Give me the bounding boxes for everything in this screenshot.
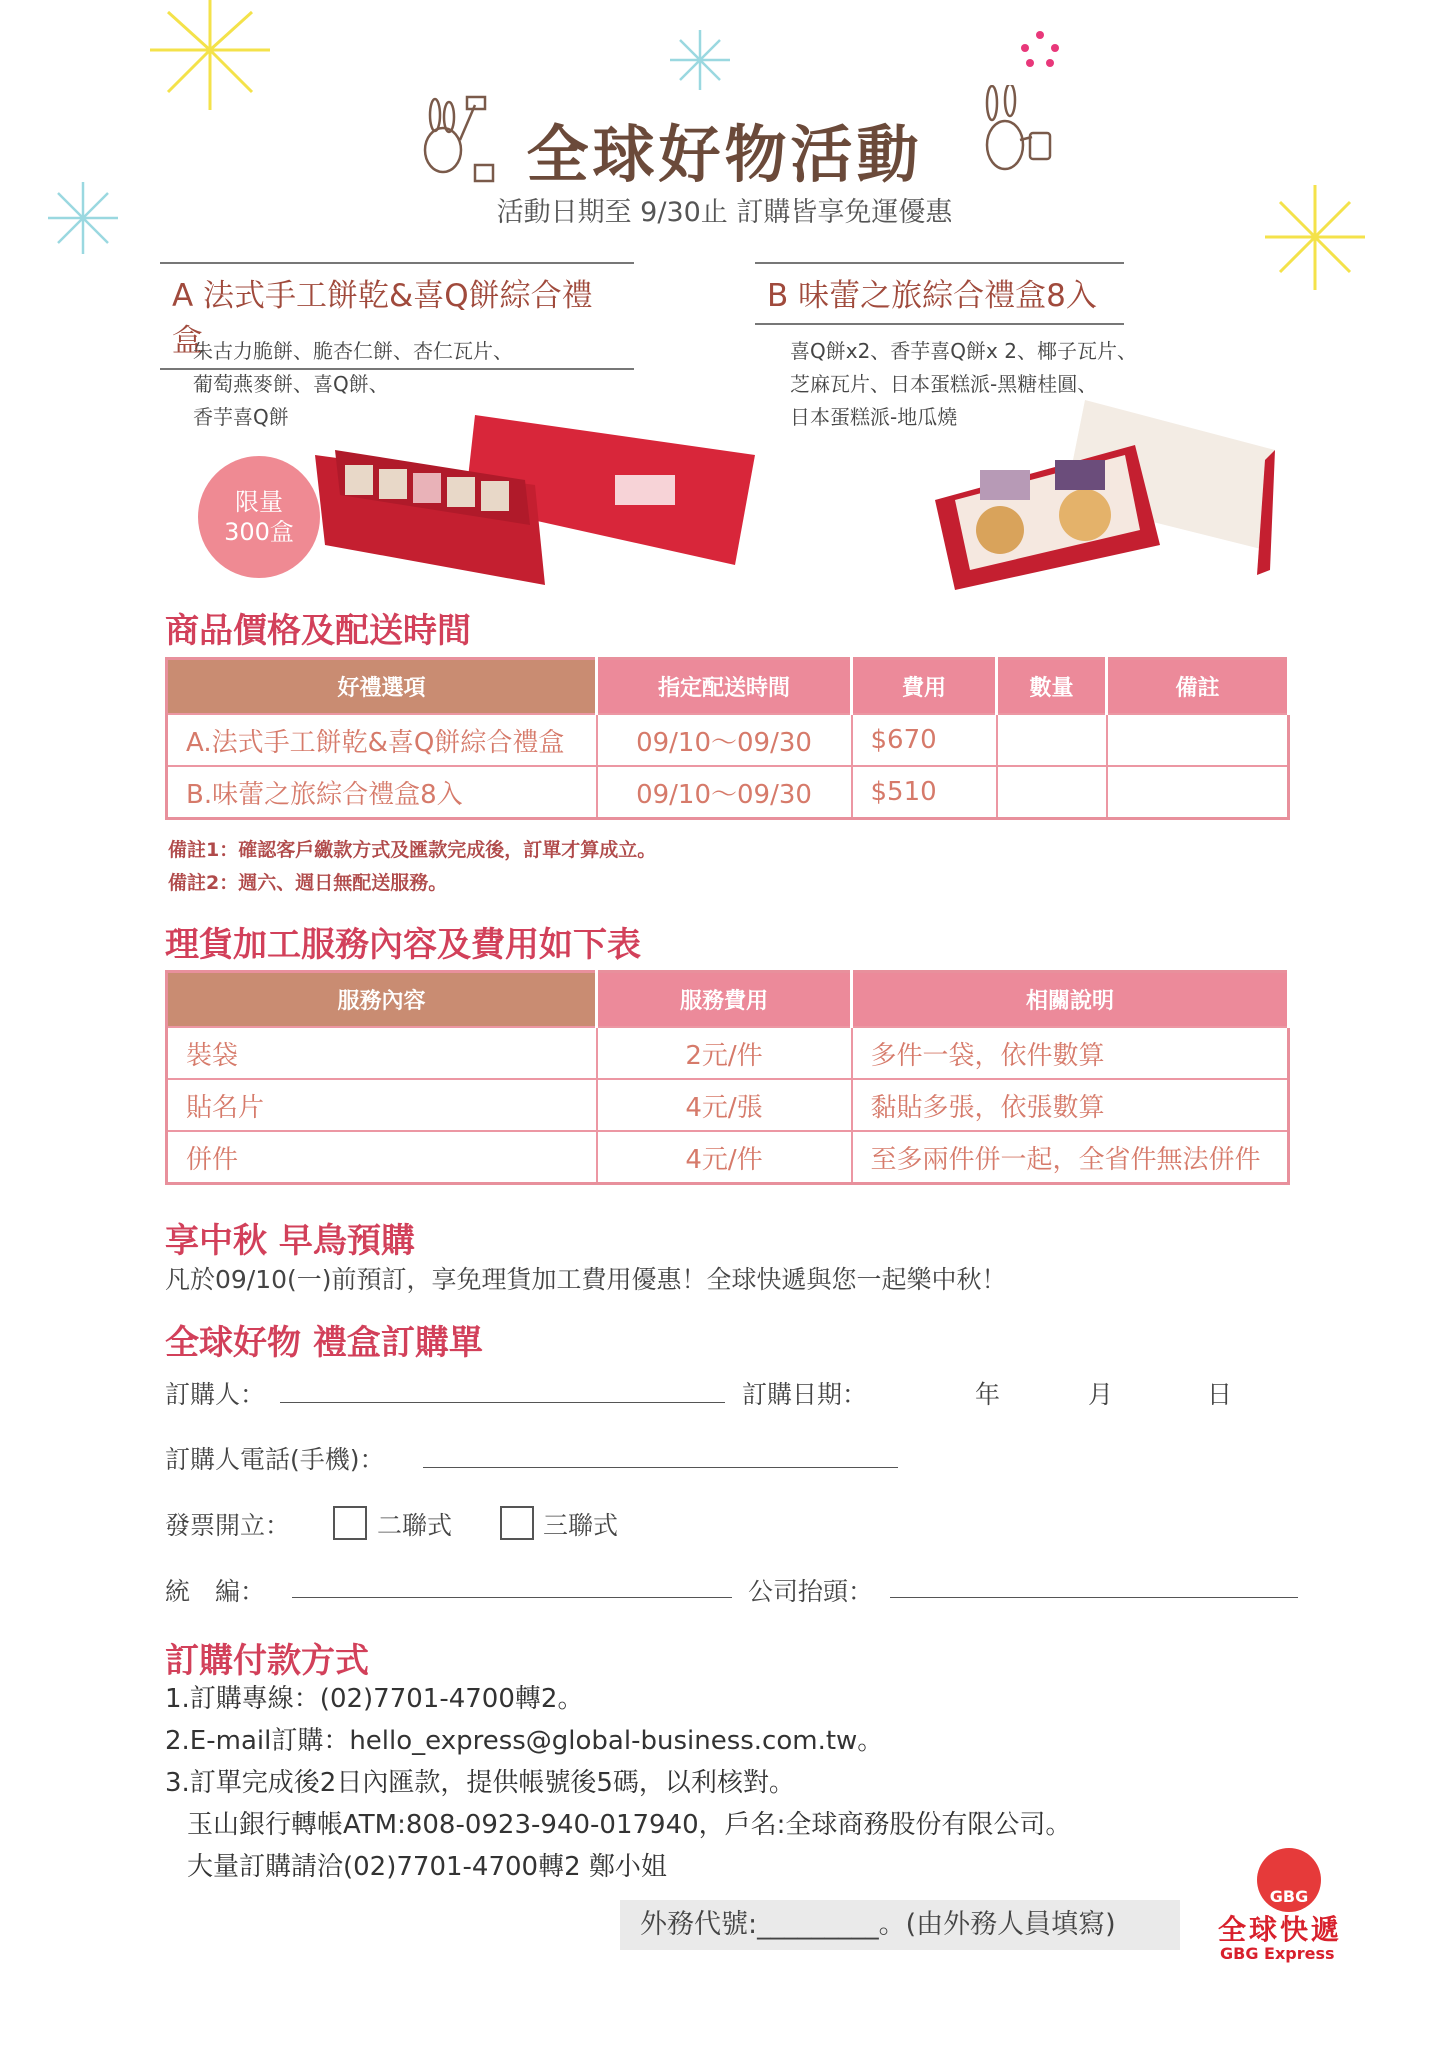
page-title: 全球好物活動: [526, 118, 923, 191]
product-a-desc-line: 香芋喜Q餅: [193, 405, 289, 429]
quantity-cell[interactable]: [997, 766, 1107, 819]
invoice-three-part-checkbox[interactable]: [500, 1506, 534, 1540]
payment-line: 2.E-mail訂購：hello_express@global-business.com.tw。: [165, 1726, 884, 1756]
service-fee: 4元/張: [597, 1079, 852, 1131]
year-label: 年: [975, 1380, 1001, 1409]
price-section-title: 商品價格及配送時間: [165, 611, 471, 651]
product-a-gift-box-image: [315, 395, 755, 595]
service-table-header: 服務內容: [167, 972, 597, 1028]
invoice-two-part-checkbox[interactable]: [333, 1506, 367, 1540]
product-a-desc-line: 朱古力脆餅、脆杏仁餅、杏仁瓦片、: [193, 339, 513, 363]
badge-line-2: 300盒: [224, 518, 294, 546]
product-b-desc-line: 喜Q餅x2、香芋喜Q餅x 2、椰子瓦片、: [790, 339, 1137, 363]
price-item-name: A.法式手工餅乾&喜Q餅綜合禮盒: [167, 714, 597, 766]
payment-line: 3.訂單完成後2日內匯款，提供帳號後5碼，以利核對。: [165, 1768, 795, 1798]
limited-quantity-badge: [198, 456, 320, 578]
service-name: 併件: [167, 1131, 597, 1184]
price-table-header: 備註: [1107, 659, 1289, 715]
product-b-desc-line: 日本蛋糕派-地瓜燒: [790, 405, 958, 429]
tax-id-label: 統 編：: [165, 1577, 266, 1606]
service-fee: 4元/件: [597, 1131, 852, 1184]
invoice-label: 發票開立：: [165, 1511, 291, 1540]
payment-line: 大量訂購請洽(02)7701-4700轉2 鄭小姐: [187, 1852, 667, 1882]
price-table-header: 數量: [997, 659, 1107, 715]
service-table-header: 服務費用: [597, 972, 852, 1028]
month-label: 月: [1088, 1380, 1114, 1409]
invoice-two-part-label: 二聯式: [377, 1511, 453, 1540]
product-a-heading: A 法式手工餅乾&喜Q餅綜合禮盒: [160, 262, 634, 370]
price-table-header: 指定配送時間: [597, 659, 852, 715]
service-section-title: 理貨加工服務內容及費用如下表: [165, 925, 641, 965]
table-row: [167, 1131, 1289, 1184]
service-table-header: 相關說明: [852, 972, 1289, 1028]
note-2: 備註2：週六、週日無配送服務。: [168, 872, 448, 894]
buyer-label: 訂購人：: [165, 1380, 266, 1409]
price-table: [165, 657, 1290, 820]
price-table-header: 費用: [852, 659, 997, 715]
service-name: 裝袋: [167, 1027, 597, 1079]
buyer-name-field[interactable]: [280, 1402, 725, 1403]
order-form-title: 全球好物 禮盒訂購單: [165, 1323, 483, 1363]
table-row: [167, 714, 1289, 766]
price-table-header: 好禮選項: [167, 659, 597, 715]
payment-line: 1.訂購專線：(02)7701-4700轉2。: [165, 1684, 584, 1714]
table-row: [167, 1079, 1289, 1131]
product-a-desc-line: 葡萄燕麥餅、喜Q餅、: [193, 372, 389, 396]
quantity-cell[interactable]: [997, 714, 1107, 766]
early-bird-text: 凡於09/10(一)前預訂，享免理貨加工費用優惠！全球快遞與您一起樂中秋！: [165, 1265, 1007, 1294]
company-field[interactable]: [890, 1597, 1298, 1598]
day-label: 日: [1207, 1380, 1233, 1409]
service-table: [165, 970, 1290, 1185]
tax-id-field[interactable]: [292, 1597, 732, 1598]
gbg-logo-icon: [1257, 1848, 1321, 1912]
remarks-cell[interactable]: [1107, 714, 1289, 766]
gbg-logo-name: 全球快遞: [1218, 1913, 1343, 1946]
service-description: 黏貼多張，依張數算: [852, 1079, 1289, 1131]
event-subtitle: 活動日期至 9/30止 訂購皆享免運優惠: [496, 197, 953, 228]
service-description: 多件一袋，依件數算: [852, 1027, 1289, 1079]
company-label: 公司抬頭：: [748, 1577, 874, 1606]
early-bird-title: 享中秋 早鳥預購: [165, 1221, 415, 1261]
service-description: 至多兩件併一起，全省件無法併件: [852, 1131, 1289, 1184]
price-delivery-period: 09/10～09/30: [597, 714, 852, 766]
agent-code-box: 外務代號:_________。(由外務人員填寫): [620, 1900, 1180, 1950]
gbg-logo-badge: GBG: [1269, 1887, 1309, 1906]
price-item-name: B.味蕾之旅綜合禮盒8入: [167, 766, 597, 819]
product-b-gift-box-image: [935, 400, 1275, 600]
phone-label: 訂購人電話(手機)：: [165, 1445, 385, 1474]
table-row: [167, 1027, 1289, 1079]
price-amount: $670: [852, 714, 997, 766]
payment-line: 玉山銀行轉帳ATM:808-0923-940-017940，戶名:全球商務股份有限公司。: [187, 1810, 1072, 1840]
table-row: [167, 766, 1289, 819]
service-name: 貼名片: [167, 1079, 597, 1131]
price-delivery-period: 09/10～09/30: [597, 766, 852, 819]
gbg-logo-english: GBG Express: [1220, 1944, 1335, 1963]
invoice-three-part-label: 三聯式: [543, 1511, 619, 1540]
payment-title: 訂購付款方式: [165, 1641, 369, 1681]
service-fee: 2元/件: [597, 1027, 852, 1079]
order-date-label: 訂購日期：: [742, 1380, 868, 1409]
phone-field[interactable]: [423, 1467, 898, 1468]
product-b-heading: B 味蕾之旅綜合禮盒8入: [755, 262, 1124, 325]
note-1: 備註1：確認客戶繳款方式及匯款完成後，訂單才算成立。: [168, 839, 657, 861]
badge-line-1: 限量: [235, 488, 283, 516]
remarks-cell[interactable]: [1107, 766, 1289, 819]
price-amount: $510: [852, 766, 997, 819]
payment-list: [165, 1678, 1071, 1888]
product-b-desc-line: 芝麻瓦片、日本蛋糕派-黑糖桂圓、: [790, 372, 1098, 396]
